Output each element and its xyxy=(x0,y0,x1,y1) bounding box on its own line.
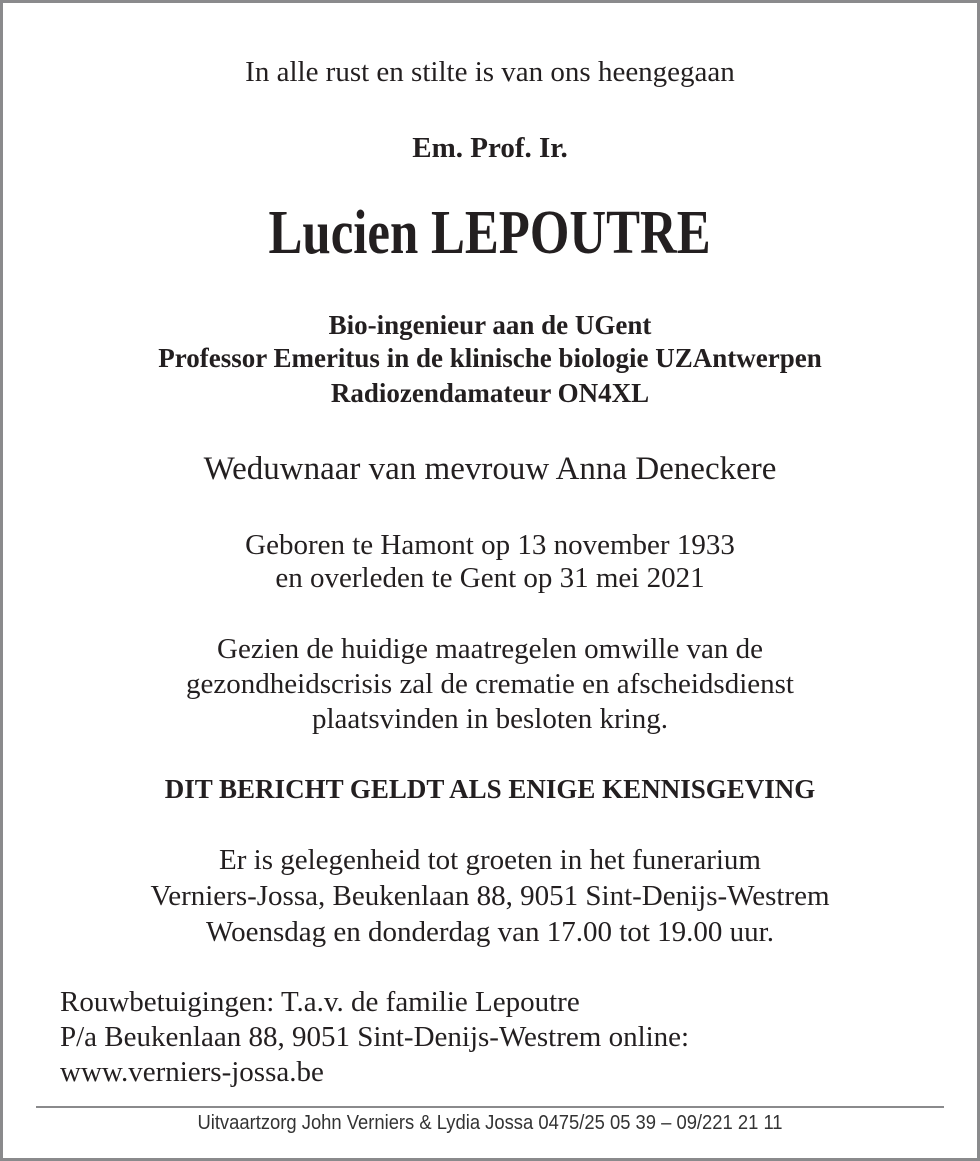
title-line: Radiozendamateur ON4XL xyxy=(330,378,650,408)
measures-line: gezondheidscrisis zal de crematie en afscheidsdienst xyxy=(186,668,794,700)
measures-line: plaatsvinden in besloten kring. xyxy=(312,703,668,735)
visit-line: Er is gelegenheid tot groeten in het funerarium xyxy=(219,844,761,876)
condolences-line: P/a Beukenlaan 88, 9051 Sint-Denijs-Westrem online: xyxy=(60,1021,690,1053)
deceased-name-wrap xyxy=(0,198,980,269)
notice-heading: DIT BERICHT GELDT ALS ENIGE KENNISGEVING xyxy=(164,774,816,804)
footer-divider xyxy=(36,1106,944,1108)
title-line: Bio-ingenieur aan de UGent xyxy=(328,310,652,340)
death-line: en overleden te Gent op 31 mei 2021 xyxy=(275,562,705,594)
website-link[interactable]: www.verniers-jossa.be xyxy=(60,1056,324,1088)
honorific: Em. Prof. Ir. xyxy=(412,132,568,164)
condolences-line: Rouwbetuigingen: T.a.v. de familie Lepoutre xyxy=(60,986,580,1018)
visit-line: Verniers-Jossa, Beukenlaan 88, 9051 Sint-Denijs-Westrem xyxy=(150,880,830,912)
intro-text: In alle rust en stilte is van ons heengegaan xyxy=(245,56,735,88)
visit-line: Woensdag en donderdag van 17.00 tot 19.00 uur. xyxy=(206,916,774,948)
spouse-text: Weduwnaar van mevrouw Anna Deneckere xyxy=(203,451,777,487)
measures-line: Gezien de huidige maatregelen omwille van de xyxy=(217,633,763,665)
birth-line: Geboren te Hamont op 13 november 1933 xyxy=(245,529,735,561)
funeral-home-footer: Uitvaartzorg John Verniers & Lydia Jossa 0475/25 05 39 – 09/221 21 11 xyxy=(197,1112,783,1134)
deceased-name: Lucien LEPOUTRE xyxy=(268,199,712,267)
title-line: Professor Emeritus in de klinische biologie UZAntwerpen xyxy=(158,343,822,373)
